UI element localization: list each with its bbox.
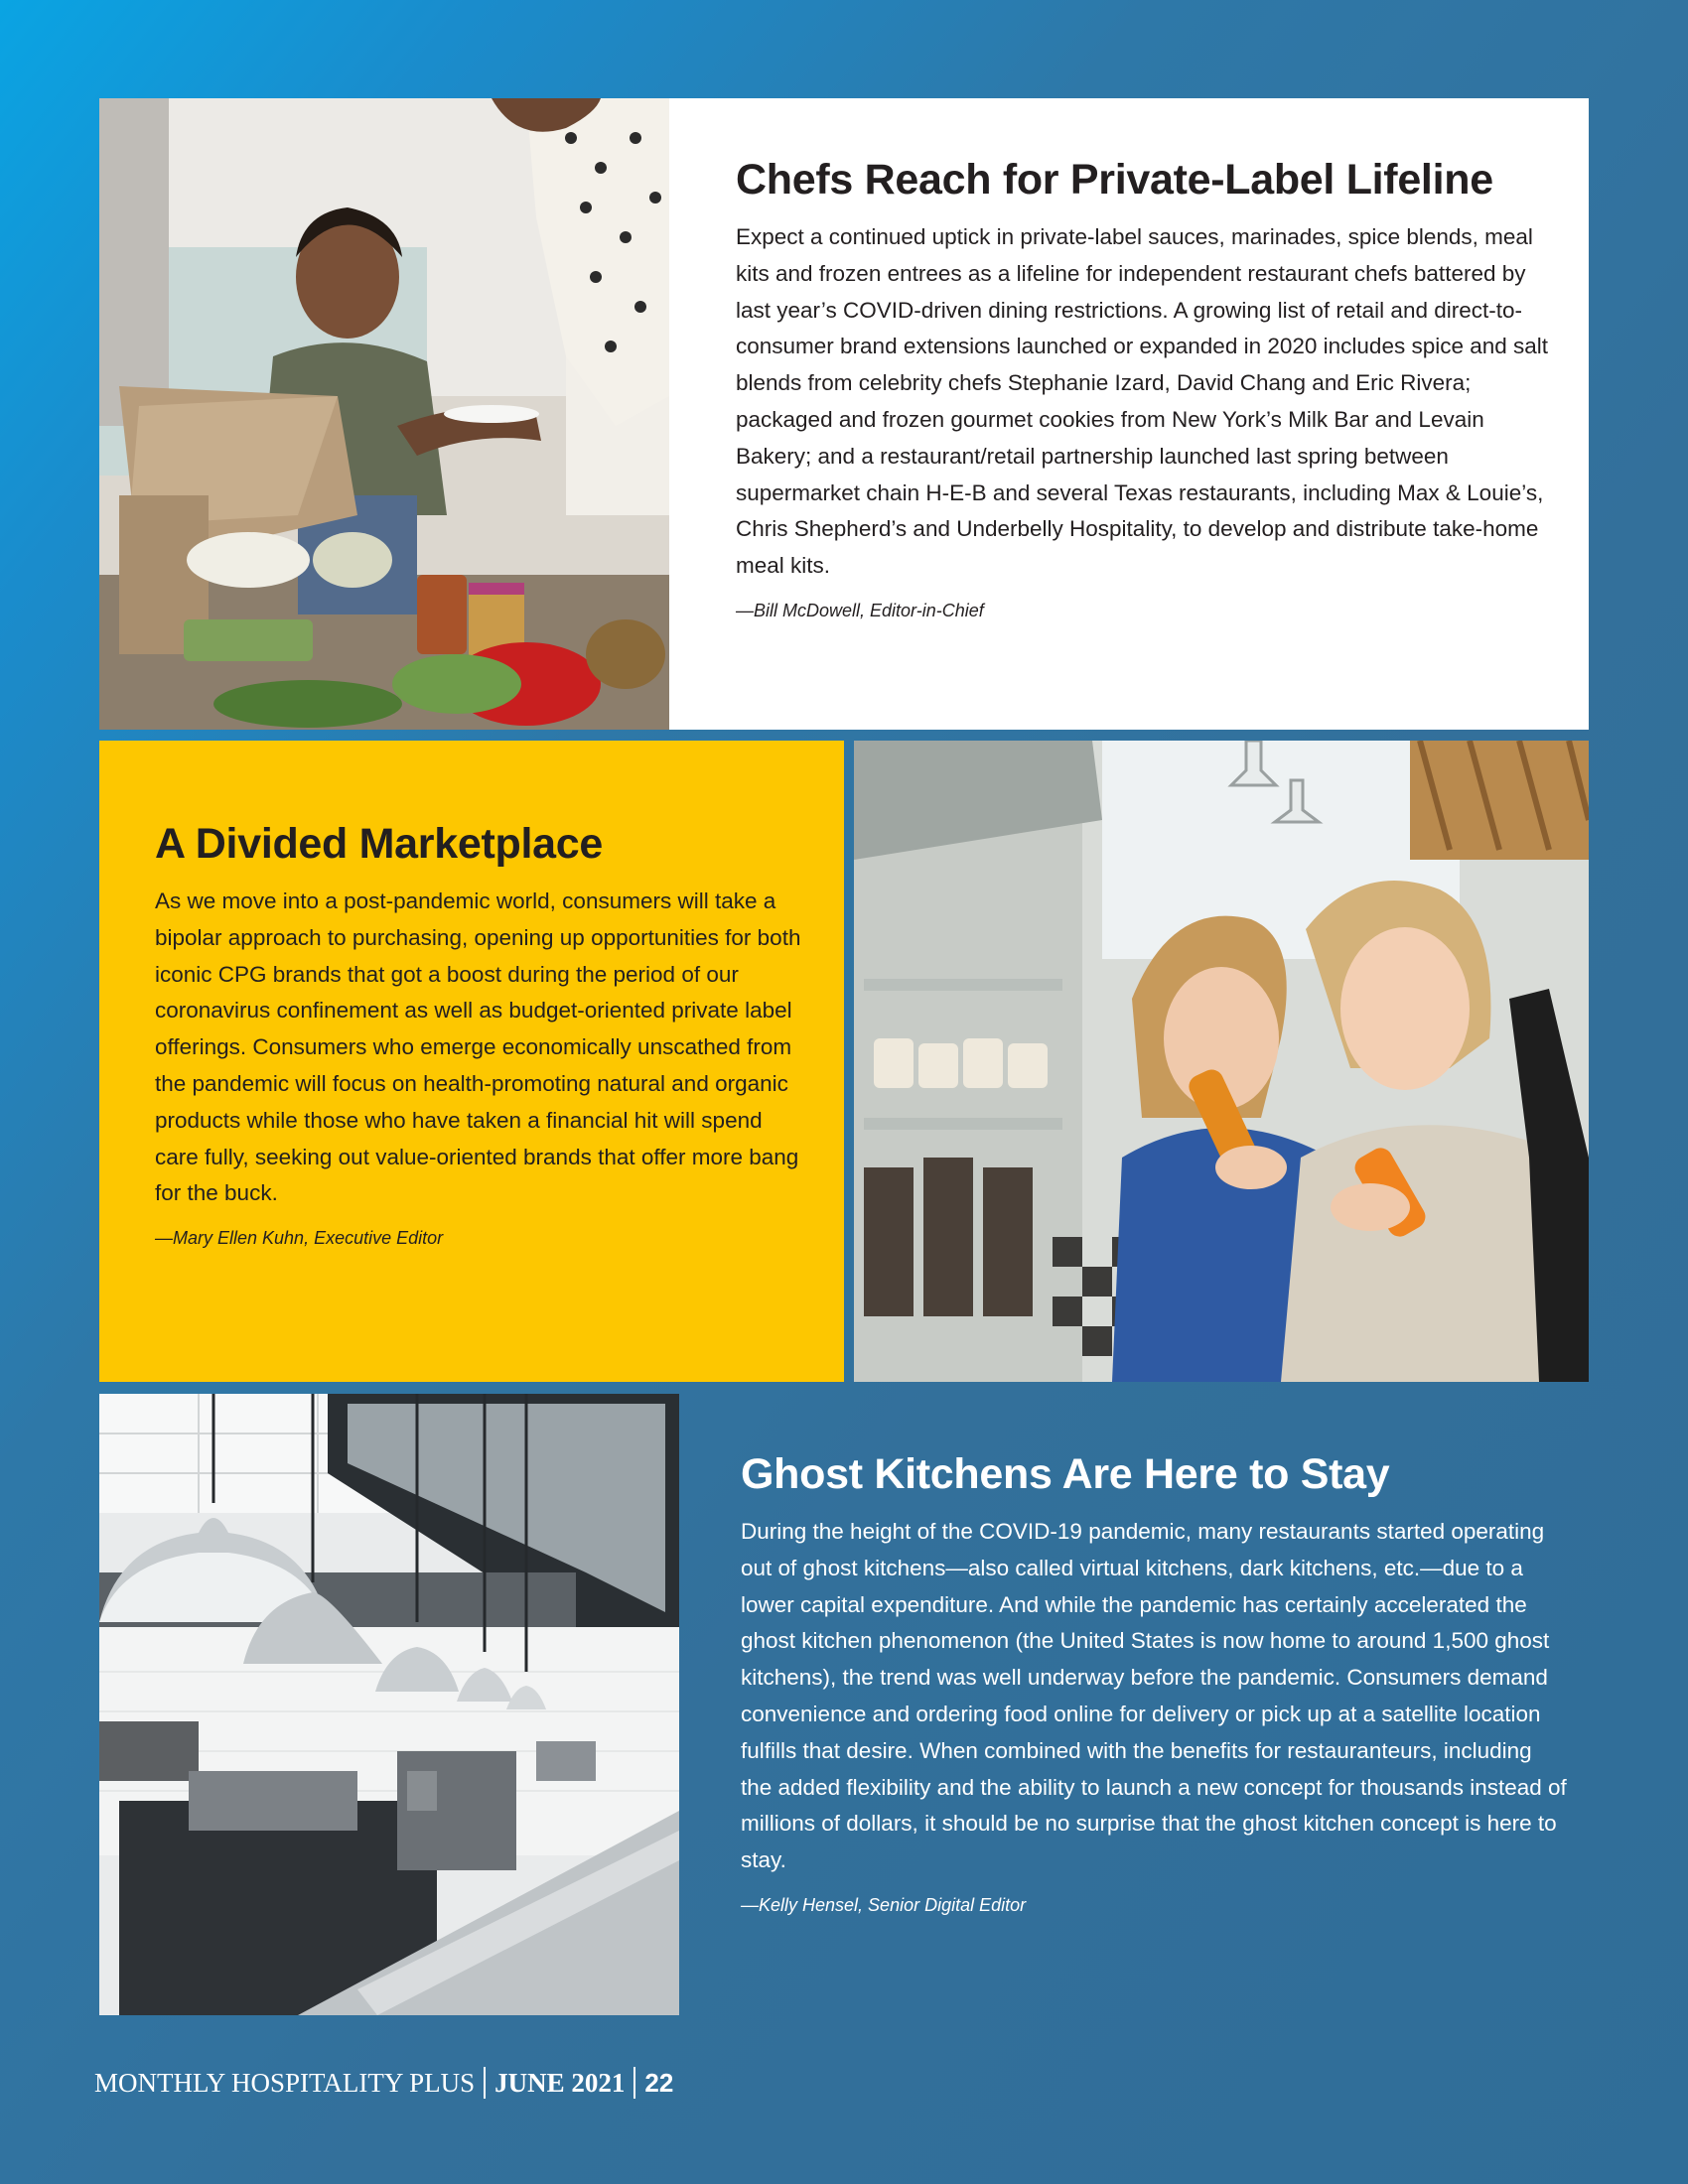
private-label-article [669,98,1589,730]
ghost-kitchens-byline: —Kelly Hensel, Senior Digital Editor [741,1894,1027,1915]
ghost-kitchens-article [679,1394,1589,2015]
private-label-body: Expect a continued uptick in private-label sauces, marinades, spice blends, meal kits and frozen entrees as a lifeline for independent restaurant chefs battered by last year’s COVID-driven dining restrictions. A growing list of retail and direct-to-consumer brand extensions launched or expanded in 2020 includes spice and salt blends from celebrity chefs Stephanie Izard, David Chang and Eric Rivera; packaged and frozen gourmet cookies from New York’s Milk Bar and Levain Bakery; and a restaurant/retail partnership launched last spring between supermarket chain H-E-B and several Texas restaurants, including Max & Louie’s, Chris Shepherd’s and Underbelly Hospitality, to develop and distribute take-home meal kits. [736,224,1549,579]
private-label-byline: —Bill McDowell, Editor-in-Chief [736,600,984,620]
divided-marketplace-body: As we move into a post-pandemic world, consumers will take a bipolar approach to purchasing, opening up opportunities for both iconic CPG brands that got a boost during the period of our coronavirus confinement as well as budget-oriented private label offerings. Consumers who emerge economically unscathed from the pandemic will focus on health-promoting natural and organic products while those who have taken a financial hit will spend care fully, seeking out value-oriented brands that offer more bang for the buck. [155,888,801,1206]
divided-marketplace-byline: —Mary Ellen Kuhn, Executive Editor [155,1228,444,1249]
family-meal-kit-photo [99,98,669,730]
page-footer [94,2065,673,2101]
ghost-kitchens-heading: Ghost Kitchens Are Here to Stay [741,1450,1390,1498]
footer-divider [484,2067,486,2099]
page-number: 22 [644,2067,674,2098]
ghost-kitchens-body: During the height of the COVID-19 pandemic, many restaurants started operating out of ghost kitchens—also called virtual kitchens, dark kitchens, etc.—due to a lower capital expenditure. And while the pandemic has certainly accelerated the ghost kitchen phenomenon (the United States is now home to around 1,500 ghost kitchens), the trend was well underway before the pandemic. Consumers demand convenience and ordering food online for delivery or pick up at a satellite location fulfills that desire. When combined with the benefits for restauranteurs, including the added flexibility and the ability to launch a new concept for thousands instead of millions of dollars, it should be no surprise that the ghost kitchen concept is here to stay. [741,1519,1567,1873]
private-label-heading: Chefs Reach for Private-Label Lifeline [736,156,1493,204]
commercial-kitchen-photo [99,1394,679,2015]
footer-divider [633,2067,635,2099]
divided-marketplace-heading: A Divided Marketplace [155,820,603,868]
divided-marketplace-article [99,741,844,1382]
publication-name: MONTHLY HOSPITALITY PLUS [94,2067,476,2098]
issue-date: JUNE 2021 [494,2067,626,2098]
shoppers-juice-photo [854,741,1589,1382]
